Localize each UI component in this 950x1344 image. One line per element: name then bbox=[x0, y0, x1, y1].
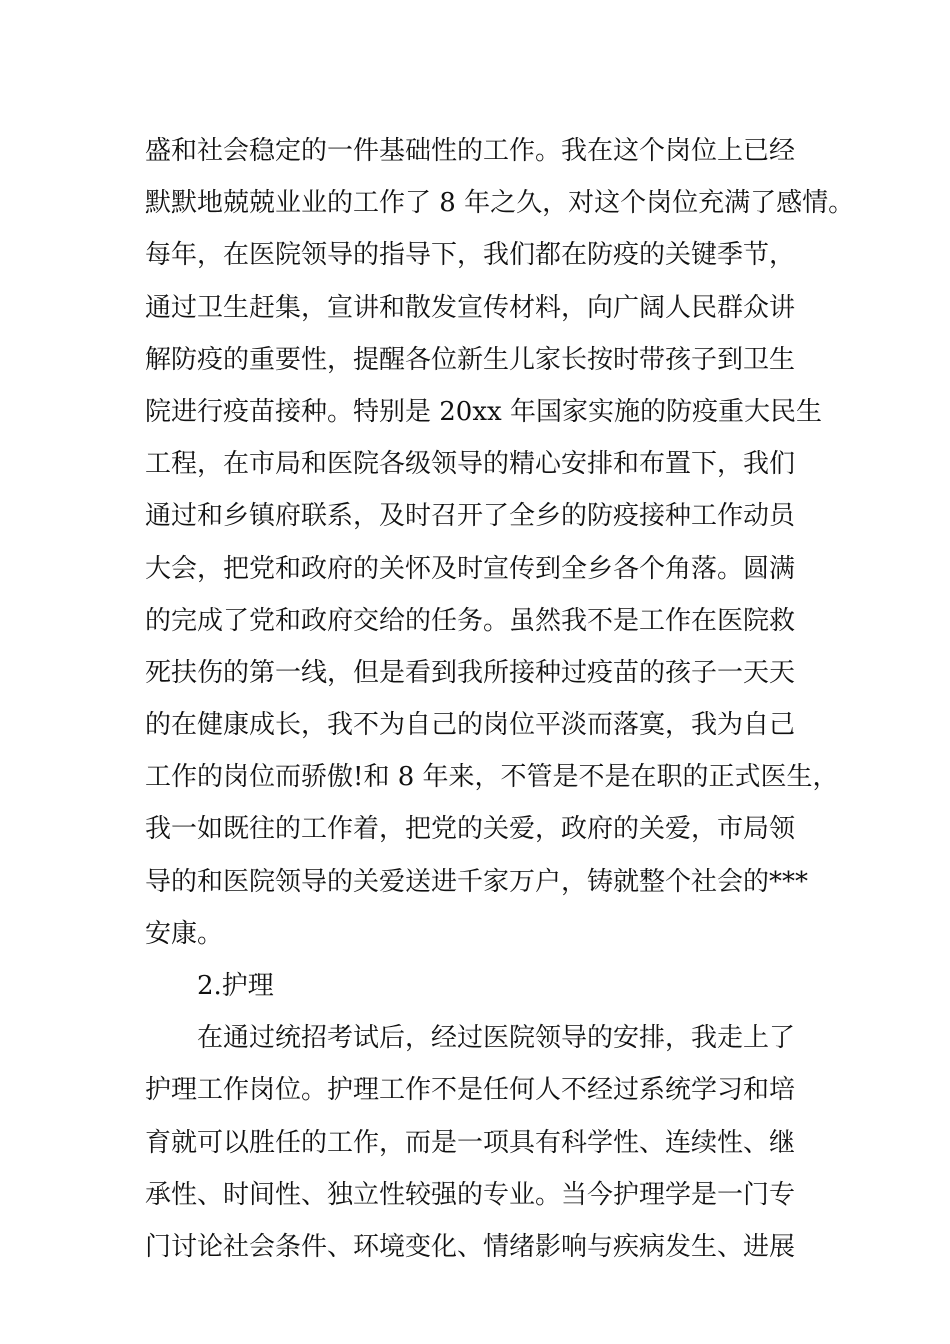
text-line: 通过和乡镇府联系，及时召开了全乡的防疫接种工作动员 bbox=[145, 501, 796, 532]
text-line: 工程，在市局和医院各级领导的精心安排和布置下，我们 bbox=[145, 449, 796, 480]
text-line: 每年，在医院领导的指导下，我们都在防疫的关键季节， bbox=[145, 240, 796, 271]
text-line: 工作的岗位而骄傲!和 8 年来，不管是不是在职的正式医生， bbox=[145, 762, 839, 793]
text-line: 安康。 bbox=[145, 918, 224, 949]
text-line: 默默地兢兢业业的工作了 8 年之久，对这个岗位充满了感情。 bbox=[145, 188, 855, 219]
text-line: 通过卫生赶集，宣讲和散发宣传材料，向广阔人民群众讲 bbox=[145, 292, 796, 323]
text-line: 大会，把党和政府的关怀及时宣传到全乡各个角落。圆满 bbox=[145, 553, 796, 584]
text-line: 我一如既往的工作着，把党的关爱，政府的关爱，市局领 bbox=[145, 814, 796, 845]
text-line: 导的和医院领导的关爱送进千家万户，铸就整个社会的*** bbox=[145, 866, 809, 897]
document-body bbox=[145, 125, 855, 1273]
text-line: 育就可以胜任的工作，而是一项具有科学性、连续性、继 bbox=[145, 1127, 796, 1158]
text-line: 解防疫的重要性，提醒各位新生儿家长按时带孩子到卫生 bbox=[145, 344, 796, 375]
section-heading: 2.护理 bbox=[197, 971, 274, 1001]
text-line: 的完成了党和政府交给的任务。虽然我不是工作在医院救 bbox=[145, 605, 796, 636]
text-line: 护理工作岗位。护理工作不是任何人不经过系统学习和培 bbox=[145, 1075, 796, 1106]
text-line: 承性、时间性、独立性较强的专业。当今护理学是一门专 bbox=[145, 1179, 796, 1210]
text-line: 在通过统招考试后，经过医院领导的安排，我走上了 bbox=[197, 1023, 796, 1054]
text-line: 院进行疫苗接种。特别是 20xx 年国家实施的防疫重大民生 bbox=[145, 396, 822, 427]
text-line: 门讨论社会条件、环境变化、情绪影响与疾病发生、进展 bbox=[145, 1231, 796, 1262]
text-line: 死扶伤的第一线，但是看到我所接种过疫苗的孩子一天天 bbox=[145, 657, 796, 688]
text-line: 盛和社会稳定的一件基础性的工作。我在这个岗位上已经 bbox=[145, 136, 796, 166]
text-line: 的在健康成长，我不为自己的岗位平淡而落寞，我为自己 bbox=[145, 710, 796, 741]
